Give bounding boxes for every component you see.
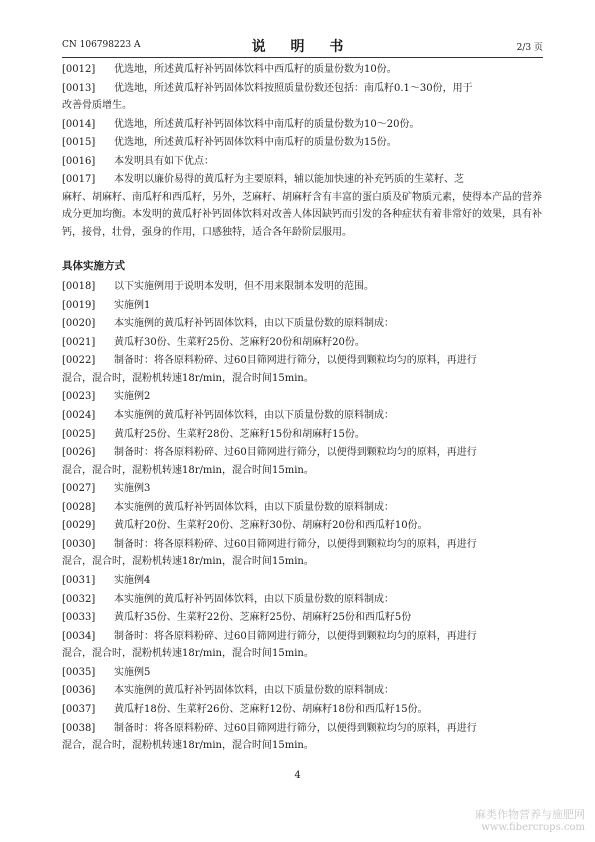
paragraph	[62, 720, 543, 755]
paragraph	[62, 116, 543, 133]
paragraph-number: [0024]	[62, 409, 96, 421]
watermark-site-name: 麻类作物营养与施肥网	[475, 808, 585, 821]
document-title: 说 明 书	[251, 39, 354, 55]
section-heading: 具体实施方式	[62, 260, 125, 272]
paragraph-text: 本发明具有如下优点：	[114, 155, 214, 167]
paragraph-number: [0017]	[62, 174, 96, 186]
paragraph-number: [0020]	[62, 318, 96, 330]
paragraph-text: 优选地，所述黄瓜籽补钙固体饮料按照质量份数还包括：南瓜籽0.1～30份，用于	[114, 82, 473, 94]
paragraph-number: [0030]	[62, 538, 96, 550]
paragraph	[62, 682, 543, 699]
paragraph-text: 实施例5	[114, 666, 151, 678]
paragraph-text: 实施例2	[114, 391, 151, 403]
paragraph-number: [0033]	[62, 612, 96, 624]
paragraph	[62, 664, 543, 681]
paragraph-number: [0036]	[62, 685, 96, 697]
paragraph	[62, 352, 543, 387]
paragraph	[62, 591, 543, 608]
paragraph-text: 本实施例的黄瓜籽补钙固体饮料，由以下质量份数的原料制成：	[114, 685, 394, 697]
paragraph-text: 优选地，所述黄瓜籽补钙固体饮料中南瓜籽的质量份数为15份。	[114, 137, 397, 149]
paragraph-text: 黄瓜籽20份、生菜籽20份、芝麻籽30份、胡麻籽20份和西瓜籽10份。	[114, 520, 428, 532]
paragraph-text: 黄瓜籽18份、生菜籽26份、芝麻籽12份、胡麻籽18份和西瓜籽15份。	[114, 703, 428, 715]
paragraph	[62, 334, 543, 351]
paragraph-number: [0021]	[62, 336, 96, 348]
document-body	[62, 61, 543, 756]
paragraph	[62, 609, 543, 626]
paragraph-number: [0023]	[62, 391, 96, 403]
paragraph-number: [0016]	[62, 155, 96, 167]
paragraph-number: [0026]	[62, 447, 96, 459]
paragraph-continuation: 混合，混合时，混粉机转速18r/min，混合时间15min。	[62, 556, 314, 568]
paragraph	[62, 315, 543, 332]
paragraph	[62, 407, 543, 424]
page-header	[62, 36, 543, 54]
publication-number: CN 106798223 A	[62, 40, 141, 50]
paragraph-number: [0022]	[62, 355, 96, 367]
paragraph	[62, 480, 543, 497]
paragraph-text: 制备时：将各原料粉碎、过60目筛网进行筛分，以便得到颗粒均匀的原料，再进行	[114, 538, 477, 550]
paragraph	[62, 517, 543, 534]
paragraph-number: [0034]	[62, 630, 96, 642]
paragraph-text: 实施例3	[114, 483, 151, 495]
paragraph-text: 本实施例的黄瓜籽补钙固体饮料，由以下质量份数的原料制成：	[114, 409, 394, 421]
paragraph-number: [0035]	[62, 666, 96, 678]
paragraph	[62, 628, 543, 663]
paragraph-continuation: 改善骨质增生。	[62, 100, 132, 111]
paragraph-list-bottom	[62, 278, 543, 754]
paragraph-continuation: 混合，混合时，混粉机转速18r/min，混合时间15min。	[62, 739, 314, 751]
paragraph	[62, 388, 543, 405]
paragraph	[62, 444, 543, 479]
paragraph-text: 黄瓜籽25份、生菜籽28份、芝麻籽15份和胡麻籽15份。	[114, 428, 365, 440]
paragraph-continuation: 混合，混合时，混粉机转速18r/min，混合时间15min。	[62, 464, 314, 476]
paragraph	[62, 426, 543, 443]
paragraph-continuation: 混合，混合时，混粉机转速18r/min，混合时间15min。	[62, 648, 314, 660]
paragraph-text: 黄瓜籽30份、生菜籽25份、芝麻籽20份和胡麻籽20份。	[114, 336, 365, 348]
paragraph-text: 本实施例的黄瓜籽补钙固体饮料，由以下质量份数的原料制成：	[114, 318, 394, 330]
watermark-url: www.fibercrops.com	[481, 822, 585, 833]
paragraph-number: [0031]	[62, 574, 96, 586]
paragraph	[62, 278, 543, 295]
header-divider	[62, 57, 543, 58]
paragraph-text: 本发明以廉价易得的黄瓜籽为主要原料，辅以能加快速的补充钙质的生菜籽、芝	[114, 174, 464, 186]
paragraph-number: [0013]	[62, 82, 96, 94]
paragraph-text: 本实施例的黄瓜籽补钙固体饮料，由以下质量份数的原料制成：	[114, 501, 394, 513]
paragraph-number: [0018]	[62, 281, 96, 292]
paragraph-text: 实施例1	[114, 299, 151, 311]
paragraph-text: 优选地，所述黄瓜籽补钙固体饮料中南瓜籽的质量份数为10～20份。	[114, 118, 420, 130]
paragraph-text: 黄瓜籽35份、生菜籽22份、芝麻籽25份、胡麻籽25份和西瓜籽5份	[114, 612, 412, 624]
paragraph-text: 优选地，所述黄瓜籽补钙固体饮料中西瓜籽的质量份数为10份。	[114, 64, 397, 75]
paragraph-number: [0012]	[62, 64, 96, 75]
paragraph-continuation: 混合，混合时，混粉机转速18r/min，混合时间15min。	[62, 372, 314, 384]
paragraph-text: 制备时：将各原料粉碎、过60目筛网进行筛分，以便得到颗粒均匀的原料，再进行	[114, 630, 477, 642]
paragraph-text: 制备时：将各原料粉碎、过60目筛网进行筛分，以便得到颗粒均匀的原料，再进行	[114, 447, 477, 459]
paragraph	[62, 297, 543, 314]
paragraph	[62, 701, 543, 718]
paragraph-continuation: 麻籽、胡麻籽、南瓜籽和西瓜籽，另外，芝麻籽、胡麻籽含有丰富的蛋白质及矿物质元素，使得本产品的营养成分更加均衡。本发明的黄瓜籽补钙固体饮料对改善人体因缺钙而引发的各种症状有着非常好的效果，具有补钙，接骨，壮骨，强身的作用，口感独特，适合各年龄阶层服用。	[62, 191, 542, 238]
site-watermark	[475, 806, 585, 833]
paragraph	[62, 536, 543, 571]
paragraph-text: 制备时：将各原料粉碎、过60目筛网进行筛分，以便得到颗粒均匀的原料，再进行	[114, 355, 477, 367]
paragraph-text: 制备时：将各原料粉碎、过60目筛网进行筛分，以便得到颗粒均匀的原料，再进行	[114, 722, 477, 734]
page-count: 2/3 页	[516, 43, 543, 53]
paragraph-number: [0015]	[62, 137, 96, 149]
paragraph-text: 实施例4	[114, 574, 151, 586]
paragraph-number: [0038]	[62, 722, 96, 734]
paragraph	[62, 499, 543, 516]
paragraph-number: [0025]	[62, 428, 96, 440]
paragraph-number: [0028]	[62, 501, 96, 513]
paragraph-text: 本实施例的黄瓜籽补钙固体饮料，由以下质量份数的原料制成：	[114, 593, 394, 605]
paragraph	[62, 61, 543, 78]
paragraph-number: [0029]	[62, 520, 96, 532]
paragraph-text: 以下实施例用于说明本发明，但不用来限制本发明的范围。	[114, 281, 374, 292]
paragraph-number: [0027]	[62, 483, 96, 495]
paragraph-number: [0032]	[62, 593, 96, 605]
paragraph	[62, 171, 543, 241]
paragraph-number: [0037]	[62, 703, 96, 715]
paragraph-number: [0014]	[62, 118, 96, 130]
paragraph	[62, 80, 543, 115]
paragraph	[62, 153, 543, 170]
paragraph	[62, 572, 543, 589]
page-number: 4	[294, 770, 301, 781]
paragraph	[62, 134, 543, 151]
paragraph-number: [0019]	[62, 299, 96, 311]
paragraph-list-top	[62, 61, 543, 241]
